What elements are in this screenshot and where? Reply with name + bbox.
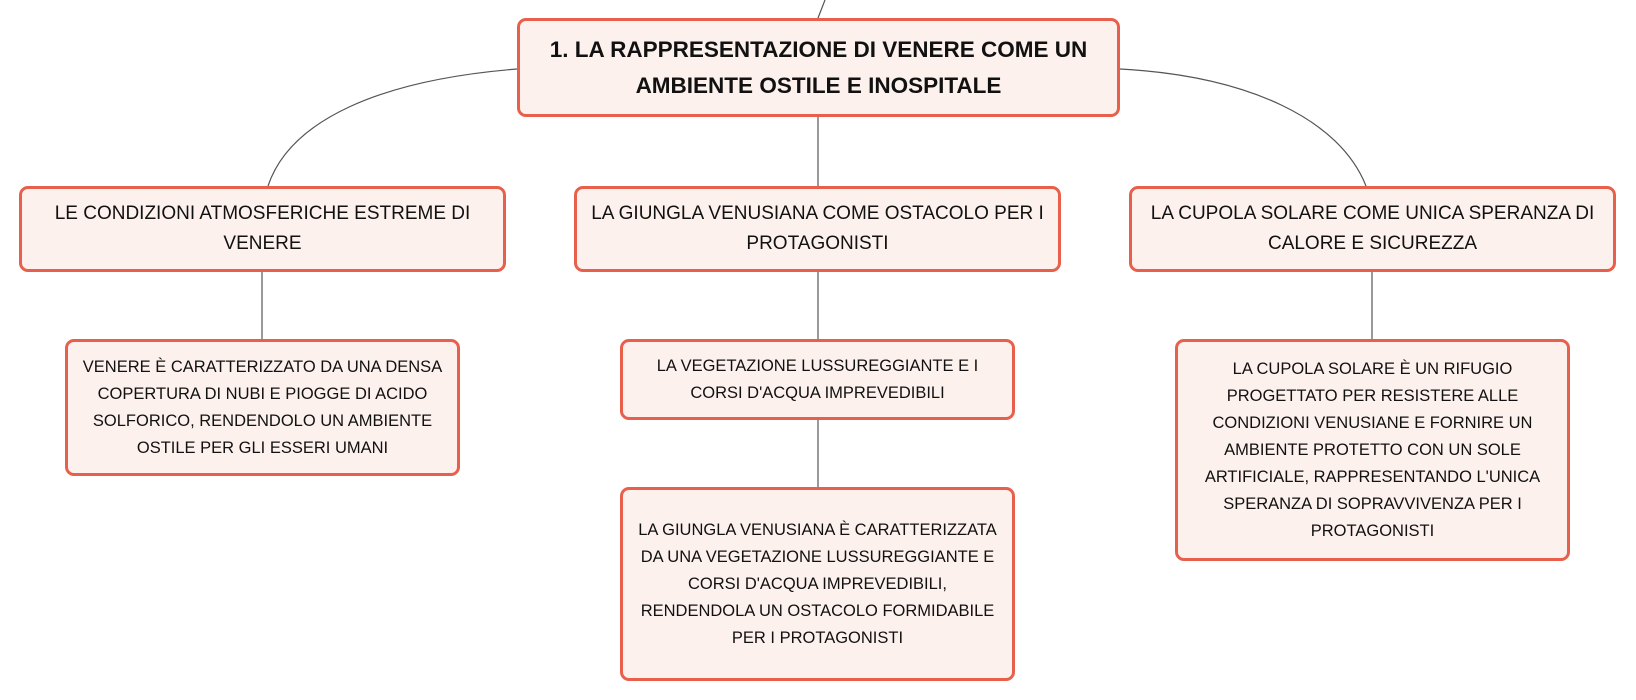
connector-incoming-root <box>818 0 825 18</box>
branch-node-label: LA GIUNGLA VENUSIANA COME OSTACOLO PER I PROTAGONISTI <box>591 203 1044 254</box>
branch-node-solar-dome[interactable] <box>1129 186 1616 272</box>
branch-node-venusian-jungle[interactable] <box>574 186 1061 272</box>
detail-node-label: LA GIUNGLA VENUSIANA È CARATTERIZZATA DA UNA VEGETAZIONE LUSSUREGGIANTE E CORSI D'ACQUA IMPREVEDIBILI, RENDENDOLA UN OSTACOLO FORMIDABILE PER I PROTAGONISTI <box>638 520 997 647</box>
detail-node-label: LA VEGETAZIONE LUSSUREGGIANTE E I CORSI D'ACQUA IMPREVEDIBILI <box>656 356 979 402</box>
detail-node-label: VENERE È CARATTERIZZATO DA UNA DENSA COPERTURA DI NUBI E PIOGGE DI ACIDO SOLFORICO, RENDENDOLO UN AMBIENTE OSTILE PER GLI ESSERI UMANI <box>82 357 443 457</box>
detail-node-jungle-obstacle[interactable] <box>620 487 1015 681</box>
detail-node-atmospheric-conditions[interactable] <box>65 339 460 476</box>
connector-root-to-left <box>268 69 517 186</box>
branch-node-atmospheric-conditions[interactable] <box>19 186 506 272</box>
detail-node-label: LA CUPOLA SOLARE È UN RIFUGIO PROGETTATO PER RESISTERE ALLE CONDIZIONI VENUSIANE E FORNIRE UN AMBIENTE PROTETTO CON UN SOLE ARTIFICIALE, RAPPRESENTANDO L'UNICA SPERANZA DI SOPRAVVIVENZA PER I PROTAGONISTI <box>1204 359 1541 540</box>
branch-node-label: LA CUPOLA SOLARE COME UNICA SPERANZA DI CALORE E SICUREZZA <box>1150 203 1595 254</box>
root-node-label: 1. LA RAPPRESENTAZIONE DI VENERE COME UN AMBIENTE OSTILE E INOSPITALE <box>549 36 1088 98</box>
connector-root-to-right <box>1120 69 1366 186</box>
branch-node-label: LE CONDIZIONI ATMOSFERICHE ESTREME DI VENERE <box>54 203 471 254</box>
detail-node-solar-dome[interactable] <box>1175 339 1570 561</box>
detail-node-vegetation[interactable] <box>620 339 1015 420</box>
root-node[interactable] <box>517 18 1120 117</box>
